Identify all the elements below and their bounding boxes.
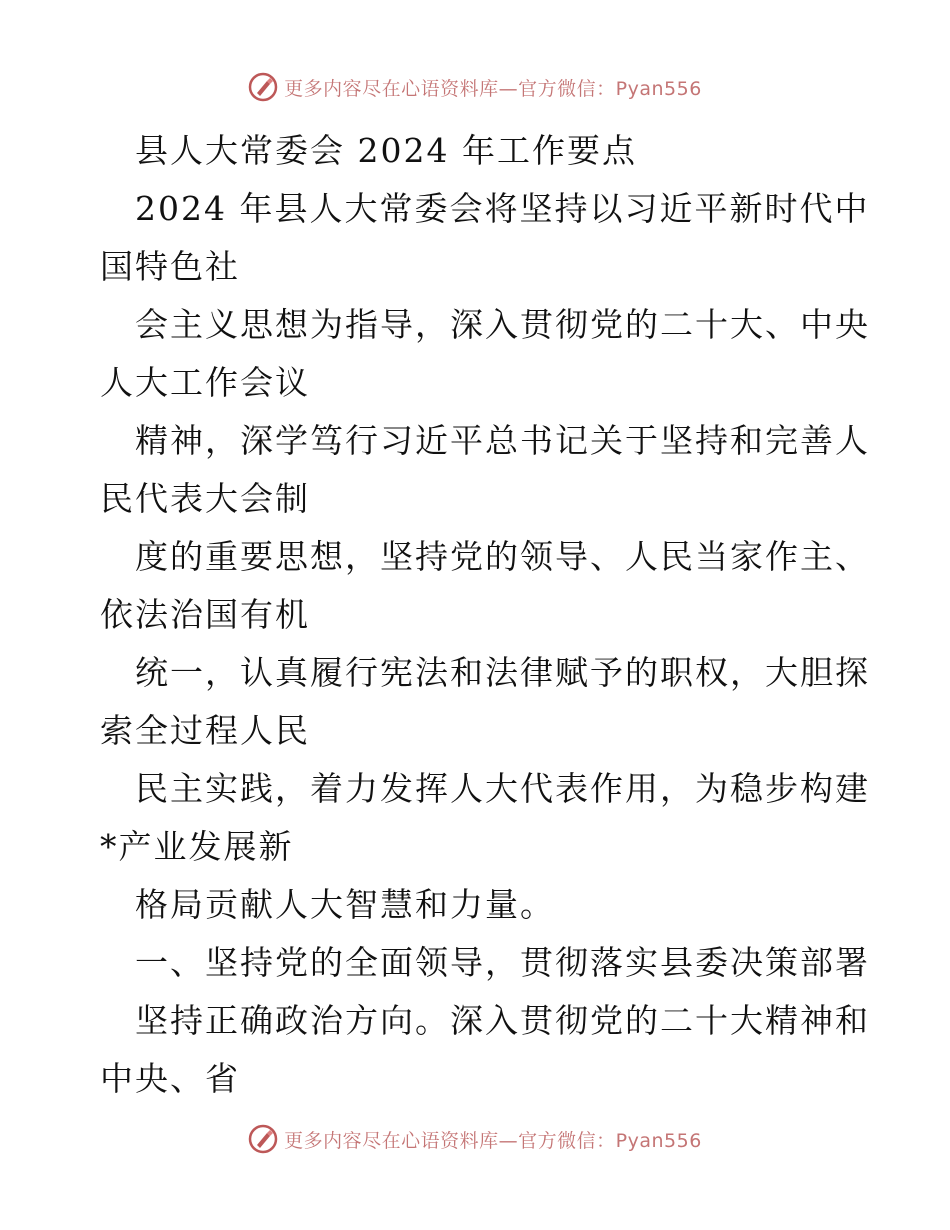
text-line: 精神，深学笃行习近平总书记关于坚持和完善人 xyxy=(135,421,870,460)
text-line: 民主实践，着力发挥人大代表作用，为稳步构建 xyxy=(135,769,870,808)
section-heading: 一、坚持党的全面领导，贯彻落实县委决策部署 xyxy=(135,943,870,982)
text-line: 坚持正确政治方向。深入贯彻党的二十大精神和 xyxy=(135,1001,870,1040)
text-line: 依法治国有机 xyxy=(100,595,310,634)
text-line: 索全过程人民 xyxy=(100,711,310,750)
text-line: 国特色社 xyxy=(100,247,240,286)
footer-watermark xyxy=(0,1124,950,1154)
text-line: 会主义思想为指导，深入贯彻党的二十大、中央 xyxy=(135,305,870,344)
pen-logo-icon xyxy=(248,1124,278,1154)
text-line: 民代表大会制 xyxy=(100,479,310,518)
document-title: 县人大常委会 2024 年工作要点 xyxy=(135,131,637,170)
pen-logo-icon xyxy=(248,72,278,102)
text-line: 人大工作会议 xyxy=(100,363,310,402)
watermark-text: 更多内容尽在心语资料库—官方微信：Pyan556 xyxy=(284,1129,702,1152)
text-line: 格局贡献人大智慧和力量。 xyxy=(135,885,555,924)
header-watermark xyxy=(0,72,950,102)
text-line: 2024 年县人大常委会将坚持以习近平新时代中 xyxy=(135,189,870,228)
document-body xyxy=(100,122,870,1108)
watermark-text: 更多内容尽在心语资料库—官方微信：Pyan556 xyxy=(284,77,702,100)
text-line: 统一，认真履行宪法和法律赋予的职权，大胆探 xyxy=(135,653,870,692)
text-line: 度的重要思想，坚持党的领导、人民当家作主、 xyxy=(135,537,870,576)
text-line: 中央、省 xyxy=(100,1059,240,1098)
text-line: *产业发展新 xyxy=(100,827,294,866)
